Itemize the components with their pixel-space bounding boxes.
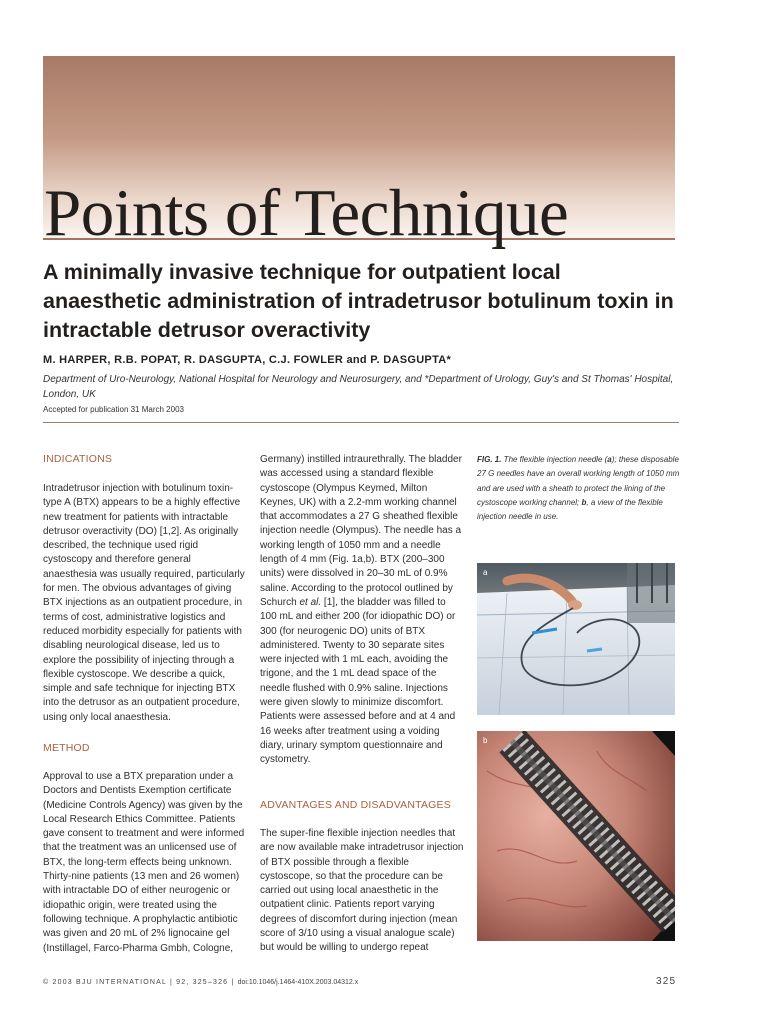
method-continued-part2: [1], the bladder was filled to 100 mL and either 200 (for idiopathic DO) or 300 (for neurogenic DO) units of BTX administered. Twenty to 30 separate sites were injected with 1 mL each, avoiding the trigone, and the 1 mL dead space of the needle flushed with 0.9% saline. Injections were given slowly to minimize discomfort. Patients were assessed before and at 4 and 16 weeks after treatment using a voiding diary, urinary symptom questionnaire and cystometry. bbox=[260, 596, 456, 766]
figure-caption-b: b bbox=[581, 497, 587, 507]
indications-body bbox=[43, 482, 246, 725]
footer-doi: doi:10.1046/j.1464-410X.2003.04312.x bbox=[237, 979, 359, 986]
photo-b-label: b bbox=[483, 736, 488, 745]
photo-a-label: a bbox=[483, 568, 488, 577]
header-divider bbox=[43, 422, 679, 423]
section-title: Points of Technique bbox=[44, 176, 569, 250]
figure-caption-part3: , a view of the flexible injection needle in use. bbox=[477, 497, 663, 522]
method-text: Approval to use a BTX preparation under a Doctors and Dentists Exemption certificate (Medicine Controls Agency) was given by the Local Research Ethics Committee. Patients gave consent to treatment and were informed that the treatment was an unlicensed use of BTX, the long-term effects being unknown. Thirty-nine patients (13 men and 26 women) with intractable DO of either neurogenic or idiopathic origin, were treated using the following technique. A prophylactic antibiotic was given and 20 mL of 2% lignocaine gel (Instillagel, Farco-Pharma Gmbh, Cologne, bbox=[43, 771, 245, 954]
figure-photo-b bbox=[477, 731, 675, 941]
figure-caption-label: FIG. 1. bbox=[477, 455, 502, 464]
footer-citation bbox=[43, 979, 358, 986]
advantages-heading: ADVANTAGES AND DISADVANTAGES bbox=[260, 799, 451, 811]
affiliation: Department of Uro-Neurology, National Hospital for Neurology and Neurosurgery, and *Department of Urology, Guy's and St Thomas' Hospital, London, UK bbox=[43, 374, 674, 400]
method-body bbox=[43, 770, 246, 956]
figure-caption bbox=[477, 453, 680, 524]
advantages-body bbox=[260, 827, 464, 956]
authors: M. HARPER, R.B. POPAT, R. DASGUPTA, C.J. FOWLER and P. DASGUPTA* bbox=[43, 354, 452, 366]
advantages-text: The super-fine flexible injection needles that are now available make intradetrusor injection of BTX possible through a flexible cystoscope, so that the procedure can be carried out using local anaesthetic in the outpatient clinic. Patients report varying degrees of discomfort during injection (mean score of 3/10 using a visual analogue scale) but would be willing to undergo repeat bbox=[260, 828, 464, 954]
figure-caption-part1: The flexible injection needle ( bbox=[501, 455, 608, 464]
method-text-continued bbox=[260, 453, 464, 768]
article-title: A minimally invasive technique for outpatient local anaesthetic administration of intradetrusor botulinum toxin in intractable detrusor overactivity bbox=[43, 260, 674, 342]
footer-journal: © 2003 BJU INTERNATIONAL | 92, 325–326 | bbox=[43, 979, 235, 986]
photo-b-illustration bbox=[477, 731, 675, 941]
indications-heading: INDICATIONS bbox=[43, 453, 113, 465]
method-heading: METHOD bbox=[43, 742, 90, 754]
figure-caption-a: a bbox=[607, 455, 612, 464]
figure-caption-part2: ); these disposable 27 G needles have an overall working length of 1050 mm and are used with a sheath to protect the lining of the cystoscope working channel; bbox=[477, 455, 680, 507]
photo-a-illustration bbox=[477, 563, 675, 715]
method-continued-part1: Germany) instilled intraurethrally. The bladder was accessed using a standard flexible cystoscope (Olympus Keymed, Milton Keynes, UK) with a 2.2-mm working channel that accommodates a 27 G sheathed flexible injection needle (Olympus). The needle has a working length of 1050 mm and a needle length of 4 mm (Fig. 1a,b). BTX (200–300 units) were dissolved in 20–30 mL of 0.9% saline. According to the protocol outlined by Schurch bbox=[260, 454, 462, 608]
method-continued-etal: et al. bbox=[299, 596, 322, 608]
page-number: 325 bbox=[656, 976, 677, 987]
accepted-date: Accepted for publication 31 March 2003 bbox=[43, 405, 184, 414]
figure-photo-a bbox=[477, 563, 675, 715]
indications-text: Intradetrusor injection with botulinum toxin-type A (BTX) appears to be a highly effective new treatment for patients with intractable detrusor overactivity (DO) [1,2]. As originally described, the technique used rigid cystoscopy and therefore general anaesthesia was usually required, particularly for men. The obvious advantages of giving BTX injections as an outpatient procedure, in terms of cost, administrative logistics and reduced morbidity especially for patients with disabling neurological disease, led us to explore the possibility of injecting through a flexible cystoscope. We describe a quick, simple and safe technique for injecting BTX into the detrusor as an outpatient procedure, using only local anaesthesia. bbox=[43, 483, 245, 723]
method-body-continued bbox=[260, 453, 464, 768]
